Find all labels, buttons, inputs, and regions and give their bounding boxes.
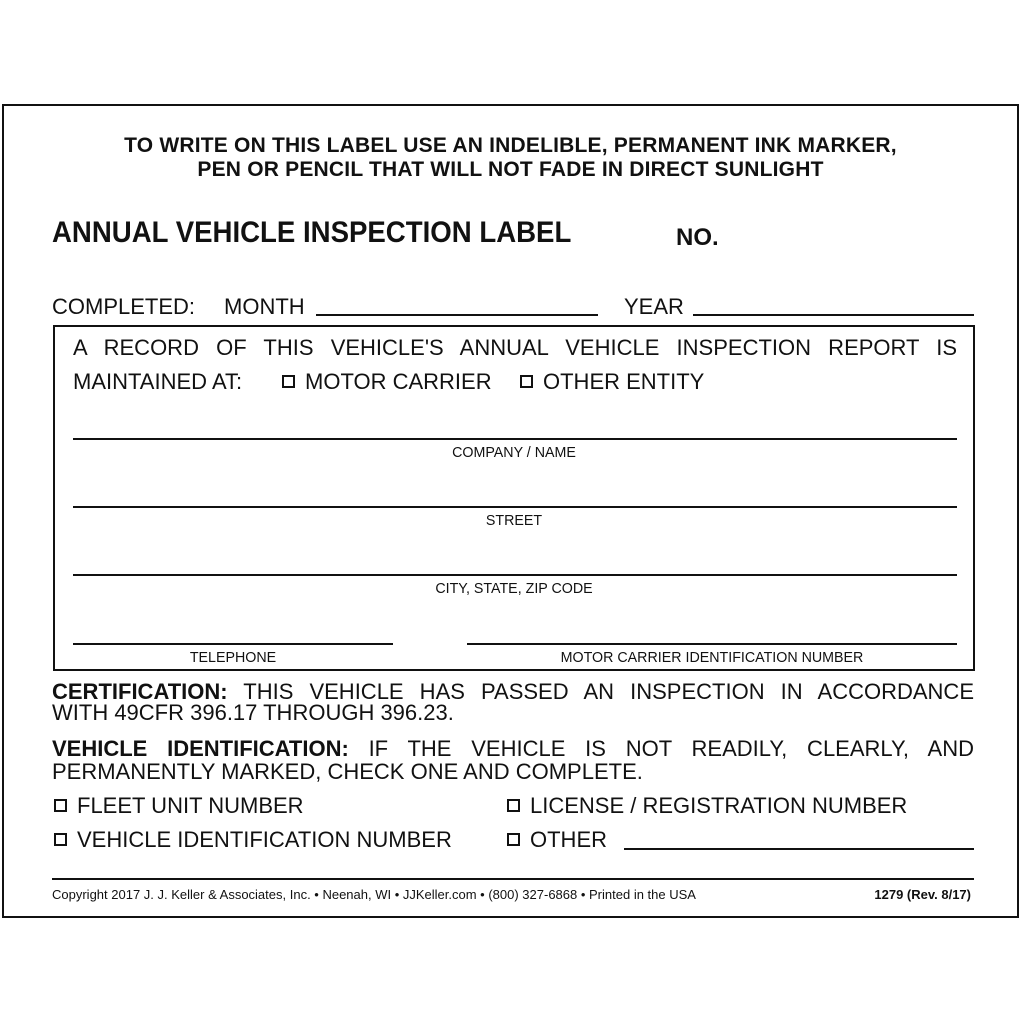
- checkbox[interactable]: [282, 375, 295, 388]
- warning-line-2: PEN OR PENCIL THAT WILL NOT FADE IN DIRECT SUNLIGHT: [197, 158, 824, 181]
- month-line[interactable]: [316, 314, 598, 316]
- label-number-caption: NO.: [676, 224, 719, 251]
- mcid-caption: MOTOR CARRIER IDENTIFICATION NUMBER: [560, 649, 864, 666]
- footer-divider: [52, 878, 974, 880]
- warning-line-1: TO WRITE ON THIS LABEL USE AN INDELIBLE, PERMANENT INK MARKER,: [124, 134, 897, 157]
- vehicle-id-line-1: VEHICLE IDENTIFICATION: IF THE VEHICLE IS NOT READILY, CLEARLY, AND: [52, 736, 974, 761]
- company-name-line[interactable]: [73, 438, 957, 440]
- mcid-line[interactable]: [467, 643, 957, 645]
- certification-line-1: CERTIFICATION: THIS VEHICLE HAS PASSED AN INSPECTION IN ACCORDANCE: [52, 679, 974, 704]
- record-line-1: A RECORD OF THIS VEHICLE'S ANNUAL VEHICLE INSPECTION REPORT IS: [73, 335, 957, 360]
- option-license-registration[interactable]: LICENSE / REGISTRATION NUMBER: [507, 793, 907, 819]
- checkbox[interactable]: [507, 799, 520, 812]
- option-vin[interactable]: VEHICLE IDENTIFICATION NUMBER: [54, 827, 452, 853]
- vehicle-id-label: VEHICLE IDENTIFICATION:: [52, 736, 349, 761]
- certification-line-2: WITH 49CFR 396.17 THROUGH 396.23.: [52, 700, 454, 725]
- completed-label: COMPLETED:: [52, 294, 196, 319]
- inspection-label: [2, 104, 1019, 918]
- city-state-zip-line[interactable]: [73, 574, 957, 576]
- option-other-entity[interactable]: OTHER ENTITY: [520, 369, 704, 395]
- year-line[interactable]: [693, 314, 974, 316]
- company-name-caption: COMPANY / NAME: [452, 444, 576, 461]
- vehicle-id-block: [52, 736, 974, 785]
- completed-year-label: YEAR: [624, 294, 684, 319]
- other-line[interactable]: [624, 848, 974, 850]
- street-caption: STREET: [485, 512, 543, 529]
- certification-block: [52, 679, 974, 726]
- record-box: [53, 325, 975, 671]
- certification-label: CERTIFICATION:: [52, 679, 228, 704]
- maintained-at-label: MAINTAINED AT:: [73, 369, 243, 394]
- option-other[interactable]: OTHER: [507, 827, 607, 853]
- city-state-zip-caption: CITY, STATE, ZIP CODE: [435, 580, 593, 597]
- copyright-text: Copyright 2017 J. J. Keller & Associates, Inc. • Neenah, WI • JJKeller.com • (800) 327-6868 • Printed in the USA: [52, 887, 696, 902]
- checkbox[interactable]: [54, 833, 67, 846]
- telephone-line[interactable]: [73, 643, 393, 645]
- completed-month-label: MONTH: [224, 294, 305, 319]
- option-fleet-unit-number[interactable]: FLEET UNIT NUMBER: [54, 793, 304, 819]
- checkbox[interactable]: [54, 799, 67, 812]
- label-title: ANNUAL VEHICLE INSPECTION LABEL: [52, 216, 572, 249]
- option-motor-carrier[interactable]: MOTOR CARRIER: [282, 369, 492, 395]
- telephone-caption: TELEPHONE: [189, 649, 277, 666]
- vehicle-id-line-2: PERMANENTLY MARKED, CHECK ONE AND COMPLETE.: [52, 759, 643, 784]
- checkbox[interactable]: [520, 375, 533, 388]
- checkbox[interactable]: [507, 833, 520, 846]
- street-line[interactable]: [73, 506, 957, 508]
- form-number: 1279 (Rev. 8/17): [874, 887, 971, 902]
